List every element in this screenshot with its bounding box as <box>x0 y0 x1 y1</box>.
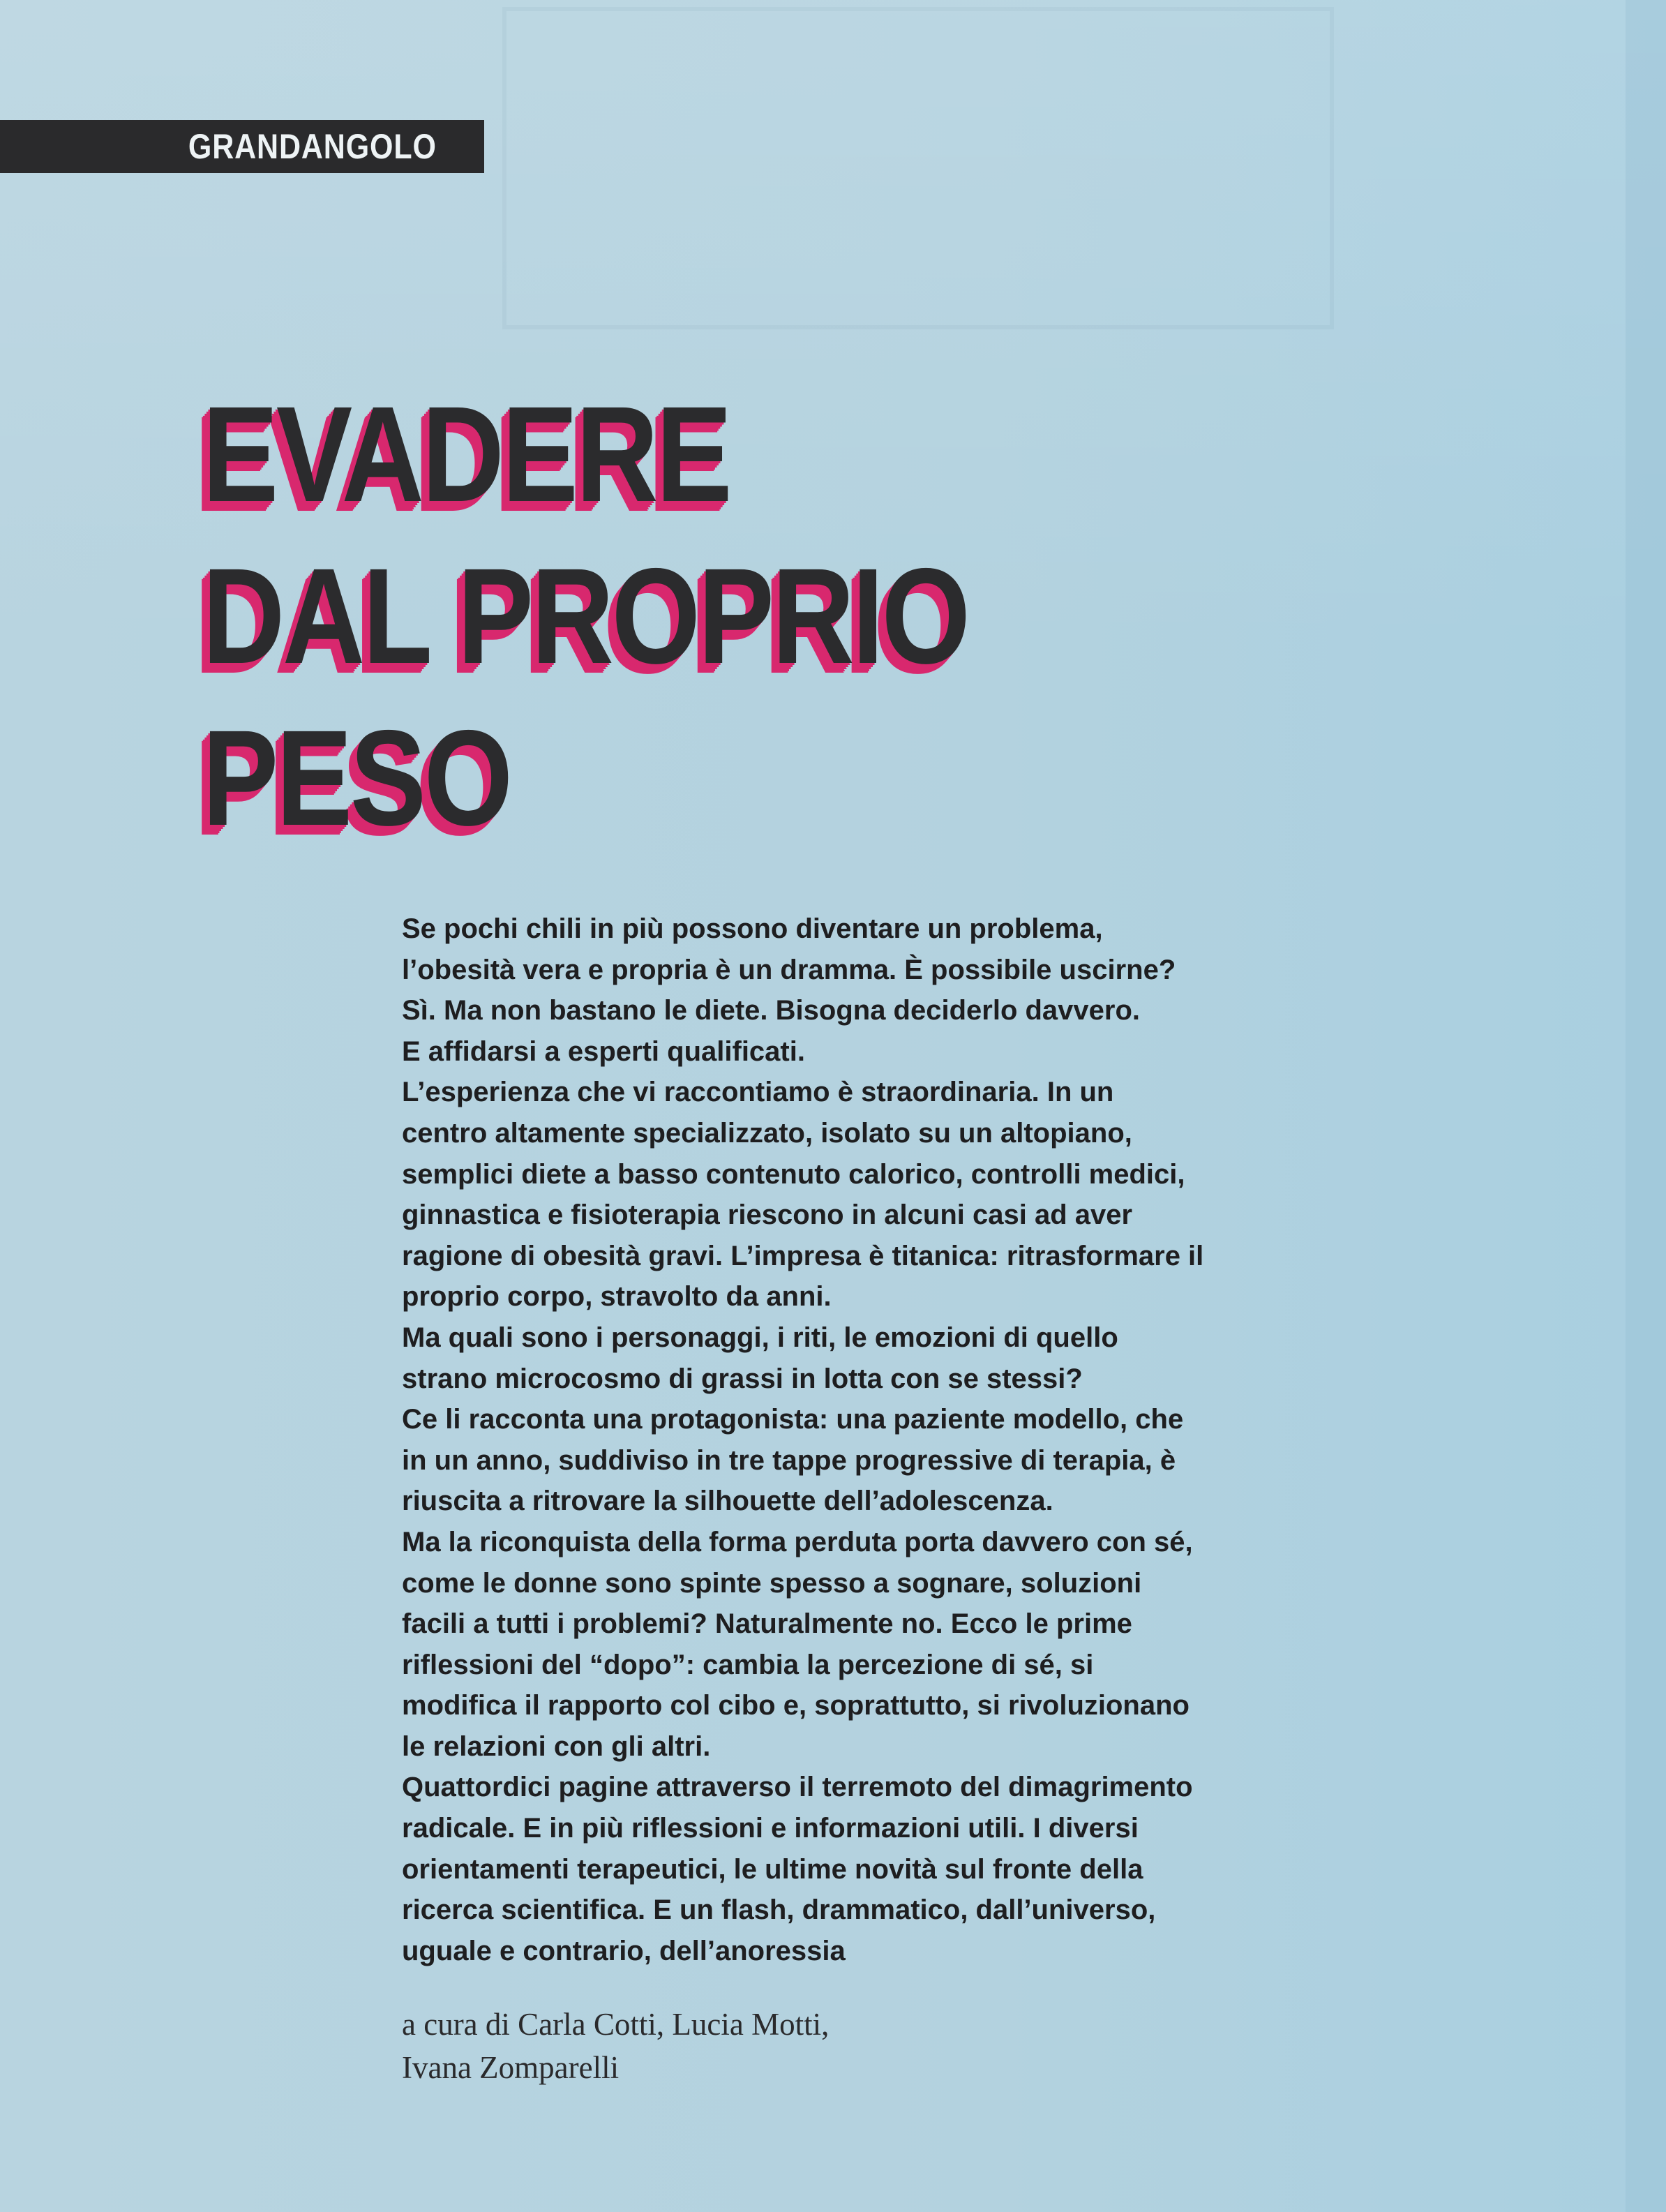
intro-line: facili a tutti i problemi? Naturalmente no. Ecco le prime <box>402 1608 1132 1640</box>
headline <box>202 373 1249 859</box>
intro-line: modifica il rapporto col cibo e, soprattutto, si rivoluzionano <box>402 1690 1190 1721</box>
headline-line: EVADERE <box>202 378 730 530</box>
intro-paragraph <box>402 909 1309 1971</box>
intro-line: ginnastica e fisioterapia riescono in alcuni casi ad aver <box>402 1200 1133 1231</box>
print-through-box <box>502 7 1334 329</box>
intro-line: Ma la riconquista della forma perduta porta davvero con sé, <box>402 1526 1193 1557</box>
intro-line: Ce li racconta una protagonista: una paziente modello, che <box>402 1404 1184 1435</box>
intro-line: radicale. E in più riflessioni e informazioni utili. I diversi <box>402 1813 1139 1844</box>
intro-line: in un anno, suddiviso in tre tappe progressive di terapia, è <box>402 1444 1176 1476</box>
credits <box>402 2003 1100 2089</box>
intro-line: riuscita a ritrovare la silhouette dell’adolescenza. <box>402 1486 1053 1517</box>
intro-line: orientamenti terapeutici, le ultime novità sul fronte della <box>402 1853 1143 1885</box>
section-label: GRANDANGOLO <box>188 127 437 166</box>
headline-line: DAL PROPRIO <box>202 540 968 692</box>
intro-line: Quattordici pagine attraverso il terremoto del dimagrimento <box>402 1772 1193 1803</box>
headline-line: PESO <box>202 702 511 854</box>
intro-line: Se pochi chili in più possono diventare un problema, <box>402 913 1103 944</box>
intro-line: semplici diete a basso contenuto calorico, controlli medici, <box>402 1158 1185 1190</box>
credits-line: Ivana Zomparelli <box>402 2050 620 2085</box>
intro-line: E affidarsi a esperti qualificati. <box>402 1036 805 1067</box>
intro-line: l’obesità vera e propria è un dramma. È possibile uscirne? <box>402 954 1176 985</box>
intro-line: Sì. Ma non bastano le diete. Bisogna deciderlo davvero. <box>402 995 1141 1026</box>
intro-line: le relazioni con gli altri. <box>402 1731 711 1762</box>
intro-line: strano microcosmo di grassi in lotta con se stessi? <box>402 1363 1083 1394</box>
intro-line: centro altamente specializzato, isolato su un altopiano, <box>402 1117 1132 1149</box>
credits-line: a cura di Carla Cotti, Lucia Motti, <box>402 2007 830 2042</box>
section-tab <box>0 120 484 173</box>
intro-line: Ma quali sono i personaggi, i riti, le emozioni di quello <box>402 1322 1118 1353</box>
intro-line: L’esperienza che vi raccontiamo è straordinaria. In un <box>402 1077 1114 1108</box>
page-edge-shadow <box>1626 0 1666 2212</box>
intro-line: ricerca scientifica. E un flash, drammatico, dall’universo, <box>402 1895 1156 1926</box>
intro-line: proprio corpo, stravolto da anni. <box>402 1281 832 1313</box>
intro-line: riflessioni del “dopo”: cambia la percezione di sé, si <box>402 1649 1094 1680</box>
intro-line: ragione di obesità gravi. L’impresa è titanica: ritrasformare il <box>402 1240 1204 1271</box>
intro-line: come le donne sono spinte spesso a sognare, soluzioni <box>402 1567 1142 1599</box>
intro-line: uguale e contrario, dell’anoressia <box>402 1935 846 1966</box>
